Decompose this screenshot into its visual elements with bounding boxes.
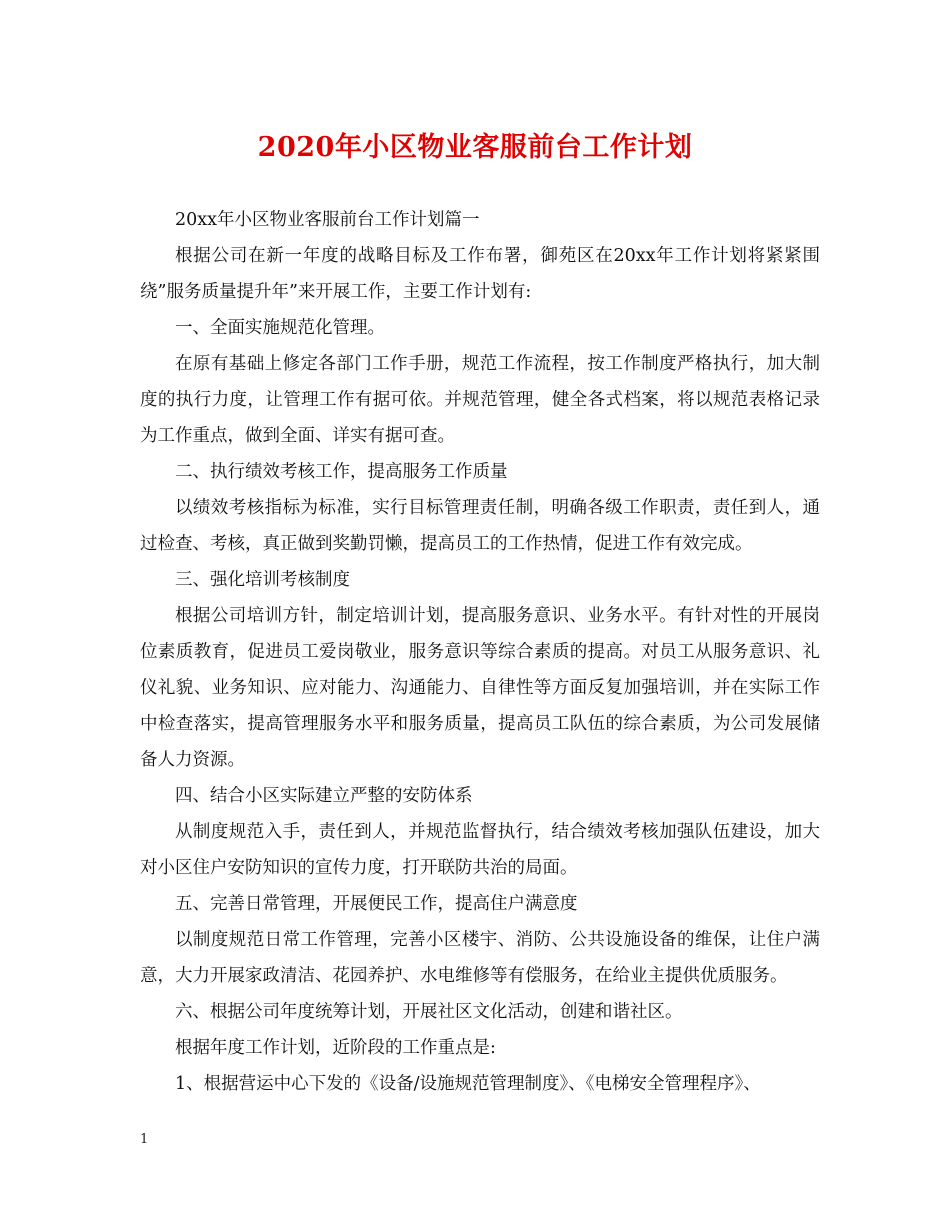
section-body-1: 在原有基础上修定各部门工作手册，规范工作流程，按工作制度严格执行，加大制度的执行力度，让管理工作有据可依。并规范管理，健全各式档案，将以规范表格记录为工作重点，做到全面、详实有据可查。 bbox=[140, 354, 820, 446]
section-body-5: 以制度规范日常工作管理，完善小区楼宇、消防、公共设施设备的维保，让住户满意，大力开展家政清洁、花园养护、水电维修等有偿服务，在给业主提供优质服务。 bbox=[140, 930, 820, 986]
section-heading-6: 六、根据公司年度统筹计划，开展社区文化活动，创建和谐社区。 bbox=[175, 1002, 683, 1022]
section-heading-1: 一、全面实施规范化管理。 bbox=[175, 318, 385, 338]
section-body-4: 从制度规范入手，责任到人，并规范监督执行，结合绩效考核加强队伍建设，加大对小区住户安防知识的宣传力度，打开联防共治的局面。 bbox=[140, 822, 820, 878]
page-number: 1 bbox=[140, 1132, 149, 1147]
paragraph-subtitle: 20xx年小区物业客服前台工作计划篇一 bbox=[175, 210, 480, 230]
document-title: 2020年小区物业客服前台工作计划 bbox=[257, 132, 693, 163]
focus-item-1: 1、根据营运中心下发的《设备/设施规范管理制度》、《电梯安全管理程序》、 bbox=[175, 1074, 761, 1094]
document-body bbox=[140, 202, 820, 1102]
paragraph-intro: 根据公司在新一年度的战略目标及工作布署，御苑区在20xx年工作计划将紧紧围绕”服务质量提升年”来开展工作，主要工作计划有: bbox=[140, 246, 820, 302]
section-body-2: 以绩效考核指标为标准，实行目标管理责任制，明确各级工作职责，责任到人，通过检查、考核，真正做到奖勤罚懒，提高员工的工作热情，促进工作有效完成。 bbox=[140, 498, 820, 554]
section-heading-3: 三、强化培训考核制度 bbox=[175, 570, 350, 590]
section-heading-2: 二、执行绩效考核工作，提高服务工作质量 bbox=[175, 462, 508, 482]
section-heading-5: 五、完善日常管理，开展便民工作，提高住户满意度 bbox=[175, 894, 578, 914]
focus-intro: 根据年度工作计划，近阶段的工作重点是: bbox=[175, 1038, 496, 1058]
section-body-3: 根据公司培训方针，制定培训计划，提高服务意识、业务水平。有针对性的开展岗位素质教育，促进员工爱岗敬业，服务意识等综合素质的提高。对员工从服务意识、礼仪礼貌、业务知识、应对能力、沟通能力、自律性等方面反复加强培训，并在实际工作中检查落实，提高管理服务水平和服务质量，提高员工队伍的综合素质，为公司发展储备人力资源。 bbox=[140, 606, 820, 770]
section-heading-4: 四、结合小区实际建立严整的安防体系 bbox=[175, 786, 473, 806]
